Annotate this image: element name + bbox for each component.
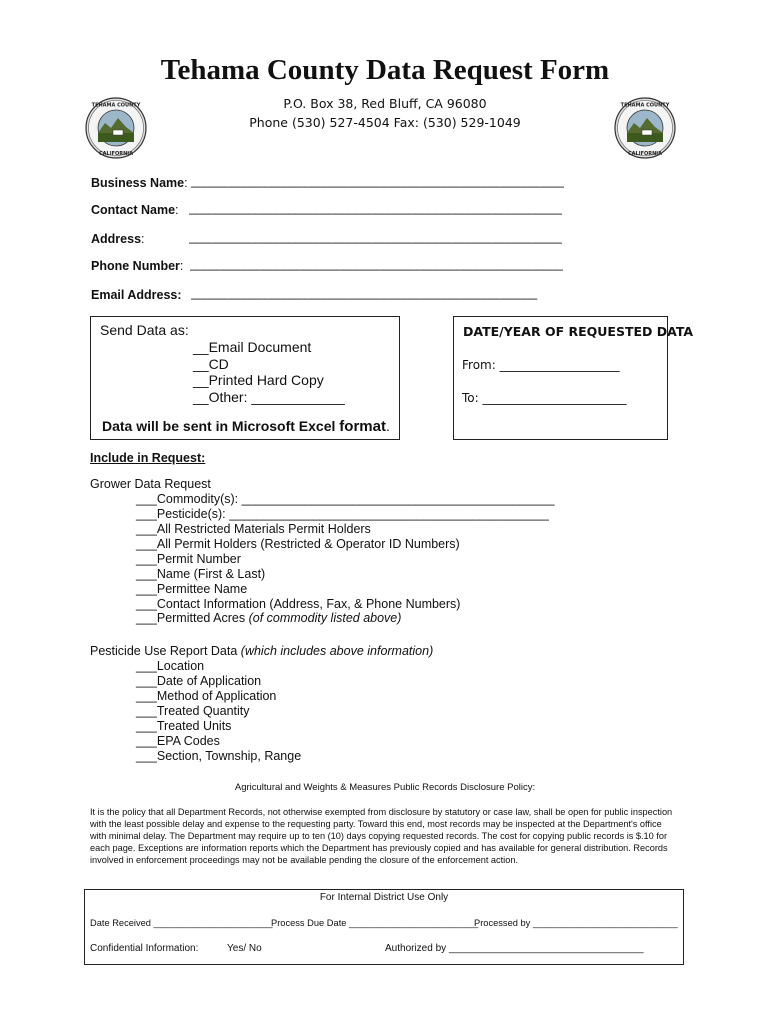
date-from-field[interactable]: From: ____________________ bbox=[462, 358, 620, 372]
policy-heading: Agricultural and Weights & Measures Public Records Disclosure Policy: bbox=[234, 782, 536, 793]
address-field[interactable]: ________________________________________________________ bbox=[189, 230, 562, 244]
phone-line: Phone (530) 527-4504 Fax: (530) 529-1049 bbox=[249, 115, 521, 130]
internal-use-heading: For Internal District Use Only bbox=[319, 892, 449, 903]
pur-item-epa-codes[interactable]: ___EPA Codes bbox=[136, 734, 220, 748]
email-address-field[interactable]: ____________________________________________________ bbox=[191, 286, 537, 300]
pur-item-section-township-range[interactable]: ___Section, Township, Range bbox=[136, 749, 302, 763]
email-address-label: Email Address: bbox=[91, 288, 182, 302]
contact-name-field[interactable]: ________________________________________________________ bbox=[189, 201, 562, 215]
address-label: Address: bbox=[91, 232, 145, 246]
option-other[interactable]: __Other: ____________ bbox=[193, 389, 345, 405]
seal-text-top: TEHAMA COUNTY bbox=[620, 102, 670, 109]
pur-item-method-of-application[interactable]: ___Method of Application bbox=[136, 689, 277, 703]
date-received-field[interactable]: Date Received _______________________ bbox=[90, 918, 273, 928]
address-line: P.O. Box 38, Red Bluff, CA 96080 bbox=[283, 96, 487, 111]
send-data-label: Send Data as: bbox=[100, 322, 189, 338]
grower-data-heading: Grower Data Request bbox=[90, 477, 211, 491]
seal-text-top: TEHAMA COUNTY bbox=[91, 102, 141, 109]
option-email-document[interactable]: __Email Document bbox=[193, 339, 312, 355]
yes-no-option[interactable]: Yes/ No bbox=[227, 943, 262, 954]
grower-item-restricted-holders[interactable]: ___All Restricted Materials Permit Holders bbox=[136, 522, 371, 536]
seal-text-bottom: CALIFORNIA bbox=[627, 151, 663, 157]
grower-item-pesticide[interactable]: ___Pesticide(s): ______________________________________________ bbox=[136, 507, 549, 521]
contact-name-label: Contact Name: bbox=[91, 203, 179, 217]
processed-by-field[interactable]: Processed by ____________________________ bbox=[474, 918, 678, 928]
pur-item-date-of-application[interactable]: ___Date of Application bbox=[136, 674, 262, 688]
county-seal-left-icon bbox=[85, 97, 147, 159]
business-name-field[interactable]: ________________________________________________________ bbox=[191, 174, 564, 188]
date-range-heading: DATE/YEAR OF REQUESTED DATA bbox=[463, 324, 694, 339]
option-cd[interactable]: __CD bbox=[193, 356, 229, 372]
excel-format-note: Data will be sent in Microsoft Excel format. bbox=[102, 418, 390, 435]
phone-number-label: Phone Number: bbox=[91, 259, 184, 273]
option-printed-hard-copy[interactable]: __Printed Hard Copy bbox=[193, 372, 324, 388]
pur-item-treated-quantity[interactable]: ___Treated Quantity bbox=[136, 704, 250, 718]
phone-number-field[interactable]: ________________________________________________________ bbox=[190, 257, 563, 271]
pur-item-treated-units[interactable]: ___Treated Units bbox=[136, 719, 232, 733]
confidential-info-label: Confidential Information: bbox=[90, 943, 199, 954]
grower-item-all-permit-holders[interactable]: ___All Permit Holders (Restricted & Operator ID Numbers) bbox=[136, 537, 460, 551]
county-seal-right-icon bbox=[614, 97, 676, 159]
grower-item-permittee-name[interactable]: ___Permittee Name bbox=[136, 582, 248, 596]
business-name-label: Business Name: bbox=[91, 176, 188, 190]
grower-item-permit-number[interactable]: ___Permit Number bbox=[136, 552, 241, 566]
process-due-date-field[interactable]: Process Due Date _________________________ bbox=[271, 918, 479, 928]
date-to-field[interactable]: To: ________________________ bbox=[462, 391, 627, 405]
grower-item-name[interactable]: ___Name (First & Last) bbox=[136, 567, 266, 581]
authorized-by-field[interactable]: Authorized by ___________________________________ bbox=[385, 943, 644, 954]
pur-item-location[interactable]: ___Location bbox=[136, 659, 205, 673]
seal-text-bottom: CALIFORNIA bbox=[98, 151, 134, 157]
grower-item-commodity[interactable]: ___Commodity(s): _____________________________________________ bbox=[136, 492, 555, 506]
page-title: Tehama County Data Request Form bbox=[160, 54, 610, 86]
grower-item-permitted-acres[interactable]: ___Permitted Acres (of commodity listed above) bbox=[136, 611, 402, 625]
pur-data-heading: Pesticide Use Report Data (which includes above information) bbox=[90, 644, 434, 658]
include-heading: Include in Request: bbox=[90, 451, 206, 465]
grower-item-contact-info[interactable]: ___Contact Information (Address, Fax, & Phone Numbers) bbox=[136, 597, 461, 611]
policy-text: It is the policy that all Department Records, not otherwise exempted from disclosure by statutory or case law, shall be open for public inspection with the least possible delay and expense to the requesting party. Toward this end, most records may be inspected at the Department's office with minimal delay. The Department may require up to ten (10) days copying requested records. The cost for copying public records is $.10 for each page. Exceptions are information reports which the Department has previously copied and has available for general distribution. Records involved in enforcement proceedings may not be available pending the closure of the enforcement action. bbox=[90, 807, 673, 865]
